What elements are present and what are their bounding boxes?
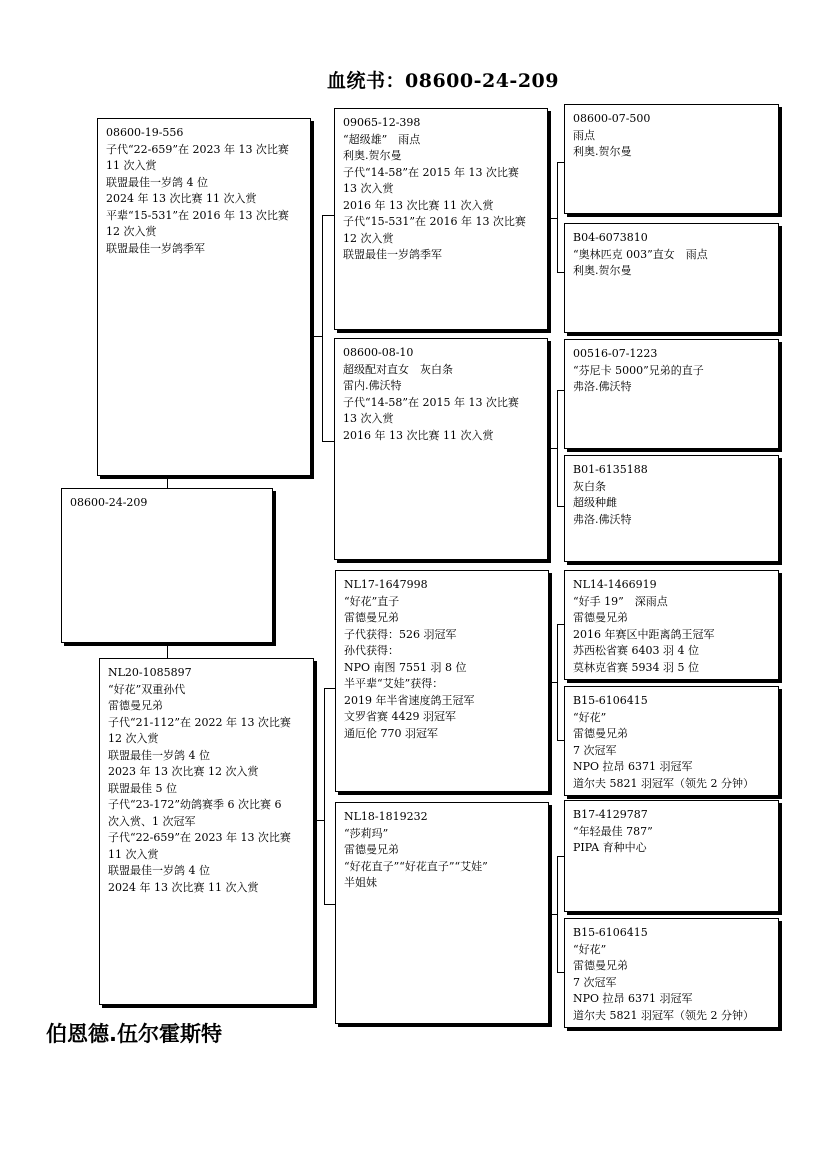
- ring-number: B15-6106415: [573, 926, 648, 939]
- pedigree-line: “奥林匹克 003”直女 雨点: [573, 247, 708, 261]
- pedigree-line: “好花”双重孙代: [108, 682, 186, 696]
- sire-sire-card: [334, 108, 548, 330]
- ring-number: B15-6106415: [573, 694, 648, 707]
- ring-number: B17-4129787: [573, 808, 648, 821]
- connector-ss-stem: [551, 218, 557, 219]
- sire-dam-sire-card: [564, 339, 779, 449]
- ring-number: NL18-1819232: [344, 810, 428, 823]
- connector-sd-stem: [551, 448, 557, 449]
- connector-ds-bottom: [557, 740, 564, 741]
- sire-card: [97, 118, 311, 476]
- sire-dam-card: [334, 338, 548, 560]
- pedigree-line: 子代“22-659”在 2023 年 13 次比赛: [108, 831, 291, 844]
- dam-sire-sire-card: [564, 570, 779, 680]
- pedigree-line: 11 次入赏: [106, 159, 157, 172]
- pedigree-line: 莫林克省赛 5934 羽 5 位: [573, 660, 699, 674]
- connector-dam-stem: [317, 820, 324, 821]
- connector-sd-top: [557, 390, 564, 391]
- page-title: 血统书：08600-24-209: [327, 70, 559, 92]
- pedigree-line: “年轻最佳 787”: [573, 824, 653, 838]
- pedigree-line: NPO 拉昂 6371 羽冠军: [573, 760, 693, 773]
- connector-dd-bracket: [557, 856, 558, 972]
- ring-number: 00516-07-1223: [573, 347, 658, 360]
- pedigree-line: 13 次入赏: [343, 182, 394, 195]
- connector-ds-bracket: [557, 624, 558, 740]
- pedigree-line: 7 次冠军: [573, 975, 617, 989]
- connector-dam-bracket: [324, 688, 325, 904]
- pedigree-line: “莎莉玛”: [344, 826, 389, 840]
- pedigree-line: “好花”直子: [344, 594, 400, 608]
- pedigree-line: 雷德曼兄弟: [344, 611, 399, 624]
- connector-ds-top: [557, 624, 564, 625]
- pedigree-line: 弗洛.佛沃特: [573, 380, 632, 393]
- dam-sire-dam-card: [564, 686, 779, 796]
- pedigree-line: 平辈“15-531”在 2016 年 13 次比赛: [106, 208, 289, 222]
- pedigree-line: 通厄伦 770 羽冠军: [344, 726, 438, 740]
- pedigree-line: 2016 年 13 次比赛 11 次入赏: [343, 198, 494, 212]
- connector-ss-bottom: [557, 272, 564, 273]
- pedigree-line: NPO 拉昂 6371 羽冠军: [573, 992, 693, 1005]
- pedigree-line: 联盟最佳一岁鸽季军: [343, 248, 442, 261]
- pedigree-line: “好花”: [573, 710, 607, 724]
- pedigree-line: 道尔夫 5821 羽冠军（领先 2 分钟）: [573, 776, 754, 790]
- pedigree-line: 雷德曼兄弟: [108, 699, 163, 712]
- ring-number: NL20-1085897: [108, 666, 192, 679]
- sire-sire-dam-card: [564, 223, 779, 333]
- pedigree-line: 灰白条: [573, 479, 606, 493]
- subject-pigeon-card: [61, 488, 273, 643]
- pedigree-line: 弗洛.佛沃特: [573, 512, 632, 526]
- ring-number: NL14-1466919: [573, 578, 657, 591]
- connector-subject-dam: [167, 643, 168, 658]
- pedigree-line: 联盟最佳一岁鸽 4 位: [108, 748, 210, 762]
- pedigree-line: 联盟最佳一岁鸽 4 位: [108, 864, 210, 877]
- pedigree-line: 苏西松省赛 6403 羽 4 位: [573, 644, 699, 657]
- pedigree-line: 利奥.贺尔曼: [573, 145, 632, 158]
- pedigree-line: “超级雄” 雨点: [343, 132, 421, 146]
- pedigree-line: 次入赏、1 次冠军: [108, 814, 196, 828]
- pedigree-line: PIPA 育种中心: [573, 841, 647, 854]
- connector-ss-bracket: [557, 162, 558, 272]
- pedigree-line: 雷德曼兄弟: [344, 843, 399, 856]
- pedigree-line: 利奥.贺尔曼: [573, 264, 632, 277]
- pedigree-line: 子代“22-659”在 2023 年 13 次比赛: [106, 142, 289, 156]
- ring-number: 08600-08-10: [343, 346, 414, 359]
- pedigree-line: 孙代获得：: [344, 644, 399, 657]
- ring-number: 09065-12-398: [343, 116, 421, 129]
- connector-ds-stem: [552, 682, 557, 683]
- pedigree-line: 雷内.佛沃特: [343, 379, 402, 392]
- ring-number: 08600-19-556: [106, 126, 184, 139]
- pedigree-line: 子代“14-58”在 2015 年 13 次比赛: [343, 395, 519, 409]
- pedigree-line: “好花直子”“好花直子”“艾娃”: [344, 859, 488, 873]
- connector-dd-bottom: [557, 972, 564, 973]
- dam-dam-sire-card: [564, 800, 779, 912]
- pedigree-line: “芬尼卡 5000”兄弟的直子: [573, 363, 704, 377]
- dam-dam-dam-card: [564, 918, 779, 1028]
- pedigree-line: 子代“14-58”在 2015 年 13 次比赛: [343, 165, 519, 179]
- pedigree-line: 12 次入赏: [343, 231, 394, 245]
- ring-number: B01-6135188: [573, 463, 648, 476]
- connector-ss-top: [557, 162, 564, 163]
- ring-number: 08600-24-209: [70, 496, 148, 509]
- pedigree-line: 利奥.贺尔曼: [343, 149, 402, 162]
- connector-dam-top: [324, 688, 335, 689]
- pedigree-line: 子代“21-112”在 2022 年 13 次比赛: [108, 715, 291, 729]
- pedigree-line: 半姐妹: [344, 876, 377, 889]
- ring-number: B04-6073810: [573, 231, 648, 244]
- connector-sd-bracket: [557, 390, 558, 506]
- sire-dam-dam-card: [564, 455, 779, 562]
- pedigree-line: 13 次入赏: [343, 412, 394, 425]
- connector-sire-top: [322, 215, 334, 216]
- connector-subject-sire: [167, 476, 168, 488]
- pedigree-line: 子代获得：526 羽冠军: [344, 627, 457, 641]
- pedigree-line: 联盟最佳一岁鸽 4 位: [106, 175, 208, 189]
- pedigree-line: 2016 年 13 次比赛 11 次入赏: [343, 428, 494, 442]
- pedigree-line: 12 次入赏: [106, 225, 157, 238]
- owner-name: 伯恩德.伍尔霍斯特: [46, 1022, 222, 1046]
- connector-sire-bracket: [322, 215, 323, 441]
- pedigree-line: 超级配对直女 灰白条: [343, 362, 453, 376]
- pedigree-line: “好手 19” 深雨点: [573, 594, 668, 608]
- pedigree-line: 2024 年 13 次比赛 11 次入赏: [108, 880, 259, 894]
- pedigree-line: 7 次冠军: [573, 743, 617, 757]
- pedigree-line: 12 次入赏: [108, 732, 159, 745]
- pedigree-line: 雷德曼兄弟: [573, 959, 628, 972]
- sire-sire-sire-card: [564, 104, 779, 214]
- pedigree-line: 2024 年 13 次比赛 11 次入赏: [106, 192, 257, 205]
- pedigree-line: 11 次入赏: [108, 847, 159, 861]
- pedigree-line: NPO 南图 7551 羽 8 位: [344, 660, 467, 674]
- pedigree-line: 半平辈“艾娃”获得：: [344, 677, 444, 690]
- dam-dam-card: [335, 802, 549, 1024]
- pedigree-line: 2019 年半省速度鸽王冠军: [344, 693, 475, 707]
- pedigree-line: 超级种雌: [573, 496, 617, 509]
- ring-number: 08600-07-500: [573, 112, 651, 125]
- pedigree-line: 雨点: [573, 128, 595, 142]
- dam-sire-card: [335, 570, 549, 792]
- pedigree-line: 雷德曼兄弟: [573, 611, 628, 624]
- pedigree-line: 子代“23-172”幼鸽赛季 6 次比赛 6: [108, 798, 282, 811]
- dam-card: [99, 658, 314, 1005]
- connector-sire-bottom: [322, 441, 334, 442]
- pedigree-line: “好花”: [573, 942, 607, 956]
- connector-sire-stem: [314, 336, 322, 337]
- pedigree-line: 雷德曼兄弟: [573, 727, 628, 740]
- pedigree-line: 联盟最佳 5 位: [108, 781, 177, 795]
- connector-dd-top: [557, 856, 564, 857]
- connector-dd-stem: [552, 914, 557, 915]
- pedigree-line: 2016 年赛区中距离鸽王冠军: [573, 627, 715, 641]
- pedigree-line: 2023 年 13 次比赛 12 次入赏: [108, 765, 259, 778]
- connector-dam-bottom: [324, 904, 335, 905]
- ring-number: NL17-1647998: [344, 578, 428, 591]
- connector-sd-bottom: [557, 506, 564, 507]
- pedigree-line: 文罗省赛 4429 羽冠军: [344, 710, 456, 723]
- pedigree-line: 联盟最佳一岁鸽季军: [106, 241, 205, 255]
- pedigree-line: 子代“15-531”在 2016 年 13 次比赛: [343, 215, 526, 228]
- pedigree-line: 道尔夫 5821 羽冠军（领先 2 分钟）: [573, 1008, 754, 1022]
